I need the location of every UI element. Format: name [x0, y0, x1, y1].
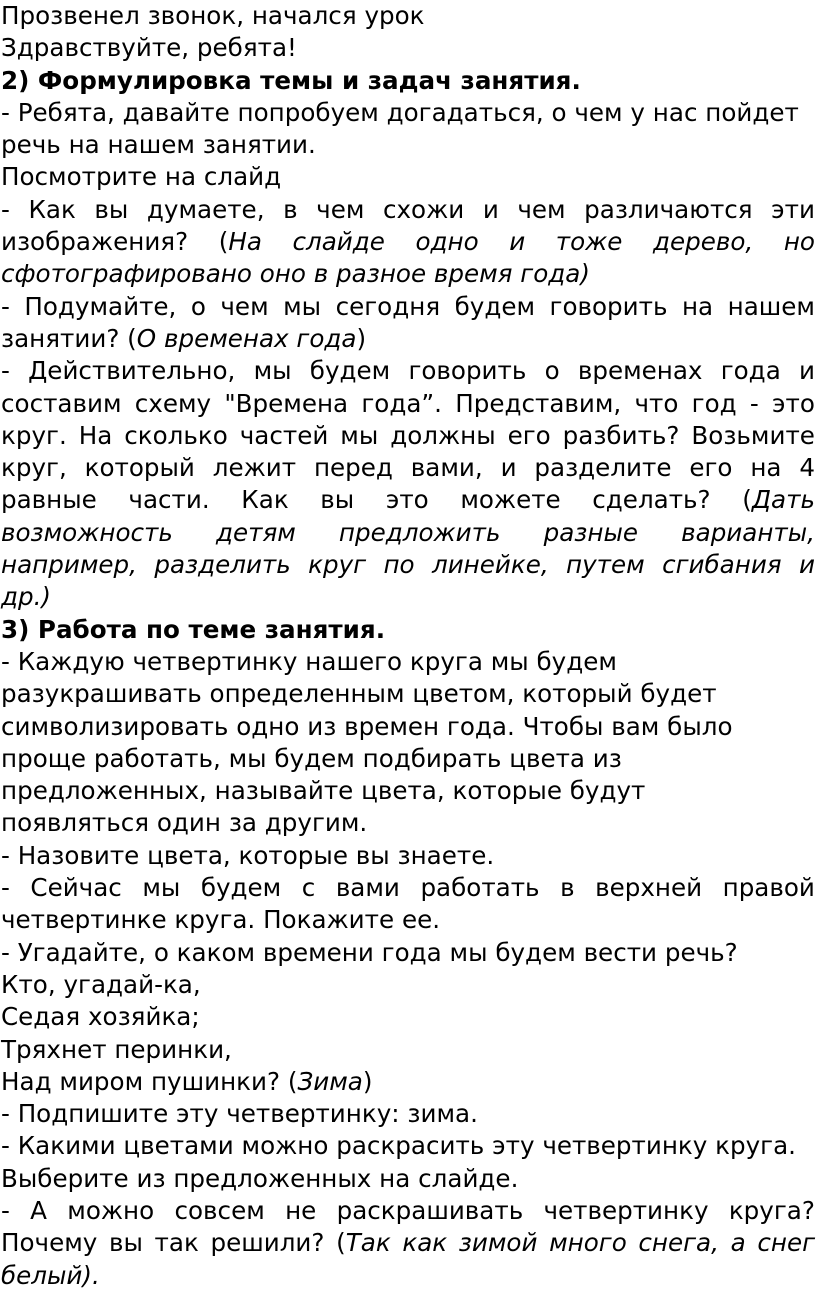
word: [455, 388, 621, 420]
word-text: много: [549, 1228, 627, 1258]
word-text: сделать?: [592, 485, 711, 515]
text-line: разукрашивать определенным цветом, который будет: [1, 679, 717, 709]
word-text: раскрашивать: [336, 1195, 524, 1225]
word-text: и: [500, 453, 517, 483]
word: [314, 452, 393, 484]
word-text: который: [84, 453, 195, 483]
text-span: ): [356, 323, 367, 353]
word: [216, 517, 296, 549]
word-text: говорить: [408, 356, 527, 386]
word: [283, 291, 321, 323]
text-line: символизировать одно из времен года. Чтобы вам было: [1, 711, 733, 741]
word: [210, 1227, 324, 1259]
word-text: о: [544, 356, 560, 386]
word-text: Так: [345, 1228, 391, 1258]
word: [549, 1227, 627, 1259]
word-text: слайде: [292, 227, 385, 257]
word: [28, 194, 75, 226]
open-paren: (: [218, 227, 229, 257]
word: [415, 226, 478, 258]
word-text: думаете,: [146, 194, 265, 224]
word-text: эти: [771, 194, 815, 224]
word: [191, 291, 206, 323]
word: [682, 291, 713, 323]
word: [563, 420, 680, 452]
word: [340, 420, 378, 452]
word-text: одно: [415, 227, 479, 257]
word: [308, 549, 366, 581]
word: [310, 355, 390, 387]
word-text: А: [30, 1195, 47, 1225]
word-text: чем: [220, 291, 269, 321]
word: [556, 226, 623, 258]
word-text: составим: [1, 388, 122, 418]
word: [316, 194, 364, 226]
word-text: не: [285, 1195, 317, 1225]
justified-line: [1, 517, 815, 549]
word-text: в: [283, 194, 298, 224]
word-text: год: [691, 388, 737, 418]
word: [1, 420, 67, 452]
word: [662, 549, 782, 581]
justified-line: [1, 420, 815, 452]
word-text: работать: [420, 873, 540, 903]
justified-line: [1, 872, 815, 904]
word: [750, 388, 759, 420]
word: [24, 291, 176, 323]
word-text: вы: [94, 194, 129, 224]
word: [653, 226, 753, 258]
word-text: вы: [320, 485, 355, 515]
word-text: можете: [460, 485, 561, 515]
word-text: линейке,: [431, 550, 549, 580]
word: [124, 420, 228, 452]
word-text: -: [1, 1195, 10, 1225]
word-text: -: [749, 388, 759, 418]
word: [1, 1227, 97, 1259]
word-text: частей: [239, 420, 329, 450]
word-text: мы: [340, 420, 379, 450]
word: [550, 291, 668, 323]
word: [361, 388, 442, 420]
justified-line: [1, 355, 815, 387]
text-line: Посмотрите на слайд: [1, 162, 282, 192]
word: [483, 194, 499, 226]
word-text: мы: [283, 291, 322, 321]
word: [1, 355, 10, 387]
word-text: что: [634, 388, 679, 418]
word-text: разбить?: [562, 420, 680, 450]
text-line: - Назовите цвета, которые вы знаете.: [1, 840, 495, 870]
word-text: Подумайте,: [24, 291, 177, 321]
text-span: занятии? (: [1, 323, 137, 353]
word: [142, 872, 180, 904]
word: [721, 355, 781, 387]
word-text: круг: [308, 550, 367, 580]
word-text: тоже: [555, 227, 623, 257]
word-text: -: [1, 356, 10, 386]
word: [154, 549, 290, 581]
word-text: как: [402, 1228, 448, 1258]
word: [689, 452, 732, 484]
word-text: 4: [799, 453, 815, 483]
word: [578, 355, 703, 387]
word: [336, 1227, 391, 1259]
word-text: о: [190, 291, 206, 321]
word-text: мы: [142, 873, 181, 903]
word: [67, 1195, 154, 1227]
word: [750, 452, 781, 484]
word: [638, 1227, 719, 1259]
word-text: круг.: [1, 420, 67, 450]
word-text: круг,: [1, 453, 67, 483]
word: [560, 872, 575, 904]
word-text: правой: [722, 873, 815, 903]
word-text: Почему: [1, 1228, 98, 1258]
word: [285, 1195, 316, 1227]
word-text: и: [509, 227, 526, 257]
word: [1, 226, 188, 258]
word: [28, 355, 235, 387]
word-text: на: [750, 453, 782, 483]
word: [339, 517, 501, 549]
word-text: верхней: [595, 873, 703, 903]
word: [336, 291, 441, 323]
text-line: - Ребята, давайте попробуем догадаться, о чем у нас пойдет: [1, 97, 799, 127]
word: [390, 420, 495, 452]
word: [757, 1227, 815, 1259]
word: [30, 872, 121, 904]
word: [283, 194, 298, 226]
word: [147, 194, 265, 226]
word-text: зимой: [458, 1228, 538, 1258]
word: [799, 452, 815, 484]
section-heading-2: 2) Формулировка темы и задач занятия.: [1, 65, 581, 95]
word: [383, 194, 464, 226]
word-text: круга?: [728, 1195, 815, 1225]
word-text: различаются: [584, 194, 753, 224]
word: [742, 484, 815, 516]
word: [771, 194, 815, 226]
word: [534, 452, 671, 484]
word: [501, 452, 517, 484]
word: [729, 1195, 815, 1227]
word: [1, 549, 137, 581]
italic-line: белый).: [1, 1260, 100, 1290]
word-text: решили?: [210, 1228, 325, 1258]
word-text: чем: [316, 194, 365, 224]
word-text: детям: [215, 517, 296, 547]
word-text: схему: [134, 388, 212, 418]
word-text: его: [689, 453, 733, 483]
text-line: - Подпишите эту четвертинку: зима.: [1, 1099, 478, 1129]
word-text: будем: [200, 873, 282, 903]
italic-line: др.): [1, 582, 52, 612]
poem-line: [1, 1066, 815, 1098]
word: [1, 452, 67, 484]
word: [128, 484, 209, 516]
word-text: это: [385, 485, 429, 515]
word-text: -: [1, 291, 10, 321]
word: [459, 1227, 538, 1259]
justified-line: [1, 549, 815, 581]
justified-line: [1, 452, 815, 484]
word: [79, 420, 113, 452]
word-text: схожи: [382, 194, 465, 224]
word-text: по: [383, 550, 415, 580]
italic-line: сфотографировано оно в разное время года): [1, 259, 590, 289]
word: [728, 291, 815, 323]
word-text: временах: [577, 356, 703, 386]
word-text: нашем: [727, 291, 815, 321]
word-text: На: [78, 420, 113, 450]
justified-line: [1, 388, 815, 420]
word-text: разделить: [154, 550, 291, 580]
word: [336, 872, 400, 904]
word: [544, 517, 638, 549]
justified-line: [1, 1195, 815, 1227]
poem-line: Тряхнет перинки,: [1, 1034, 232, 1064]
word-text: четвертинку: [543, 1195, 709, 1225]
word: [155, 1227, 199, 1259]
word-text: можно: [67, 1195, 155, 1225]
word: [94, 194, 128, 226]
word: [1, 194, 10, 226]
word: [135, 388, 211, 420]
text-line: - Каждую четвертинку нашего круга мы будем: [1, 646, 617, 676]
justified-line: [1, 291, 815, 323]
word: [1, 1195, 10, 1227]
word: [213, 452, 296, 484]
word: [460, 484, 560, 516]
text-line: проще работать, мы будем подбирать цвета из: [1, 743, 622, 773]
word: [692, 388, 737, 420]
word-text: говорить: [549, 291, 668, 321]
text-line: речь на нашем занятии.: [1, 130, 316, 160]
text-line: - Какими цветами можно раскрасить эту четвертинку круга.: [1, 1131, 796, 1161]
word-text: -: [1, 873, 10, 903]
word: [635, 388, 679, 420]
word: [681, 517, 815, 549]
word-text: Действительно,: [28, 356, 236, 386]
word-text: перед: [313, 453, 393, 483]
word-text: возможность: [1, 517, 173, 547]
word-text: части.: [128, 485, 210, 515]
word-text: будем: [454, 291, 536, 321]
word-text: снег: [757, 1228, 815, 1258]
word: [254, 355, 292, 387]
word: [691, 420, 815, 452]
word: [517, 194, 565, 226]
word: [1, 484, 97, 516]
word-text: сгибания: [662, 550, 782, 580]
word-text: вами: [335, 873, 400, 903]
word-text: его: [507, 420, 551, 450]
word: [731, 1227, 746, 1259]
word: [320, 484, 354, 516]
word-text: чем: [517, 194, 566, 224]
word: [508, 420, 551, 452]
word: [799, 549, 815, 581]
word: [1, 291, 10, 323]
word: [402, 1227, 447, 1259]
word-text: так: [154, 1228, 199, 1258]
word-text: разные: [543, 517, 638, 547]
word-text: равные: [1, 485, 97, 515]
justified-line: [1, 1227, 815, 1259]
word: [544, 1195, 709, 1227]
word: [432, 549, 549, 581]
word-text: предложить: [338, 517, 501, 547]
word: [411, 452, 483, 484]
justified-line: [1, 226, 815, 258]
word: [240, 420, 329, 452]
word: [784, 226, 815, 258]
word: [1, 388, 122, 420]
justified-line: [1, 194, 815, 226]
word-text: на: [681, 291, 714, 321]
word-text: "Времена: [224, 388, 349, 418]
word-text: вами,: [410, 453, 483, 483]
word: [592, 484, 710, 516]
word-text: в: [560, 873, 575, 903]
text-line: Выберите из предложенных на слайде.: [1, 1163, 519, 1193]
word-text: а: [730, 1228, 746, 1258]
word-text: -: [1, 194, 10, 224]
word: [109, 1227, 143, 1259]
word: [420, 872, 539, 904]
word-text: и: [798, 550, 815, 580]
word: [408, 355, 526, 387]
text-line: Прозвенел звонок, начался урок: [1, 1, 425, 30]
word: [566, 549, 645, 581]
word-text: мы: [253, 356, 292, 386]
text-line: появляться один за другим.: [1, 808, 368, 838]
word-text: На: [228, 227, 262, 257]
word: [1, 517, 173, 549]
word-text: это: [772, 388, 815, 418]
open-paren: (: [742, 485, 752, 515]
word: [595, 872, 702, 904]
word: [241, 484, 288, 516]
word-text: и: [482, 194, 499, 224]
word-text: Как: [28, 194, 76, 224]
word: [337, 1195, 524, 1227]
word-text: например,: [1, 550, 137, 580]
word: [174, 1195, 264, 1227]
word-text: сегодня: [335, 291, 441, 321]
text-line: четвертинке круга. Покажите ее.: [1, 905, 441, 935]
word: [383, 549, 414, 581]
word: [545, 355, 560, 387]
word-text: с: [301, 873, 316, 903]
word: [292, 226, 384, 258]
text-line: предложенных, называйте цвета, которые будут: [1, 776, 646, 806]
word: [584, 194, 752, 226]
greeting-line: Здравствуйте, ребята!: [1, 33, 297, 63]
word-text: будем: [309, 356, 391, 386]
word: [1, 872, 10, 904]
poem-line: Кто, угадай-ка,: [1, 969, 201, 999]
word: [224, 388, 348, 420]
word: [509, 226, 525, 258]
word-text: должны: [390, 420, 496, 450]
word: [85, 452, 195, 484]
word-text: вы: [108, 1228, 143, 1258]
open-paren: (: [336, 1228, 346, 1258]
justified-line: [1, 484, 815, 516]
word: [386, 484, 429, 516]
word-text: но: [783, 227, 815, 257]
word: [220, 291, 268, 323]
word-text: Как: [241, 485, 289, 515]
word-text: Сейчас: [30, 873, 122, 903]
italic-span: Зима: [297, 1066, 363, 1096]
word-text: изображения?: [1, 227, 189, 257]
word: [219, 226, 262, 258]
word-text: Возьмите: [691, 420, 815, 450]
word-text: года”.: [361, 388, 442, 418]
word: [302, 872, 316, 904]
word-text: дерево,: [653, 227, 754, 257]
text-span: Над миром пушинки? (: [1, 1066, 298, 1096]
word-text: сколько: [124, 420, 228, 450]
section-heading-3: 3) Работа по теме занятия.: [1, 614, 386, 644]
word-text: совсем: [174, 1195, 265, 1225]
mixed-line: [1, 323, 815, 355]
word: [799, 355, 815, 387]
word: [30, 1195, 47, 1227]
word: [723, 872, 815, 904]
word-text: лежит: [212, 453, 297, 483]
word-text: снега,: [638, 1228, 719, 1258]
word-text: года: [720, 356, 781, 386]
poem-line: Седая хозяйка;: [1, 1002, 200, 1032]
word-text: варианты,: [681, 517, 815, 547]
text-line: - Угадайте, о каком времени года мы будем вести речь?: [1, 937, 738, 967]
text-span: ): [362, 1066, 373, 1096]
word-text: Представим,: [455, 388, 622, 418]
word-text: путем: [566, 550, 645, 580]
word-text: Дать: [751, 485, 815, 515]
word: [455, 291, 535, 323]
word-text: разделите: [534, 453, 672, 483]
italic-span: О временах года: [136, 323, 357, 353]
word-text: и: [798, 356, 815, 386]
word: [772, 388, 815, 420]
word: [201, 872, 281, 904]
